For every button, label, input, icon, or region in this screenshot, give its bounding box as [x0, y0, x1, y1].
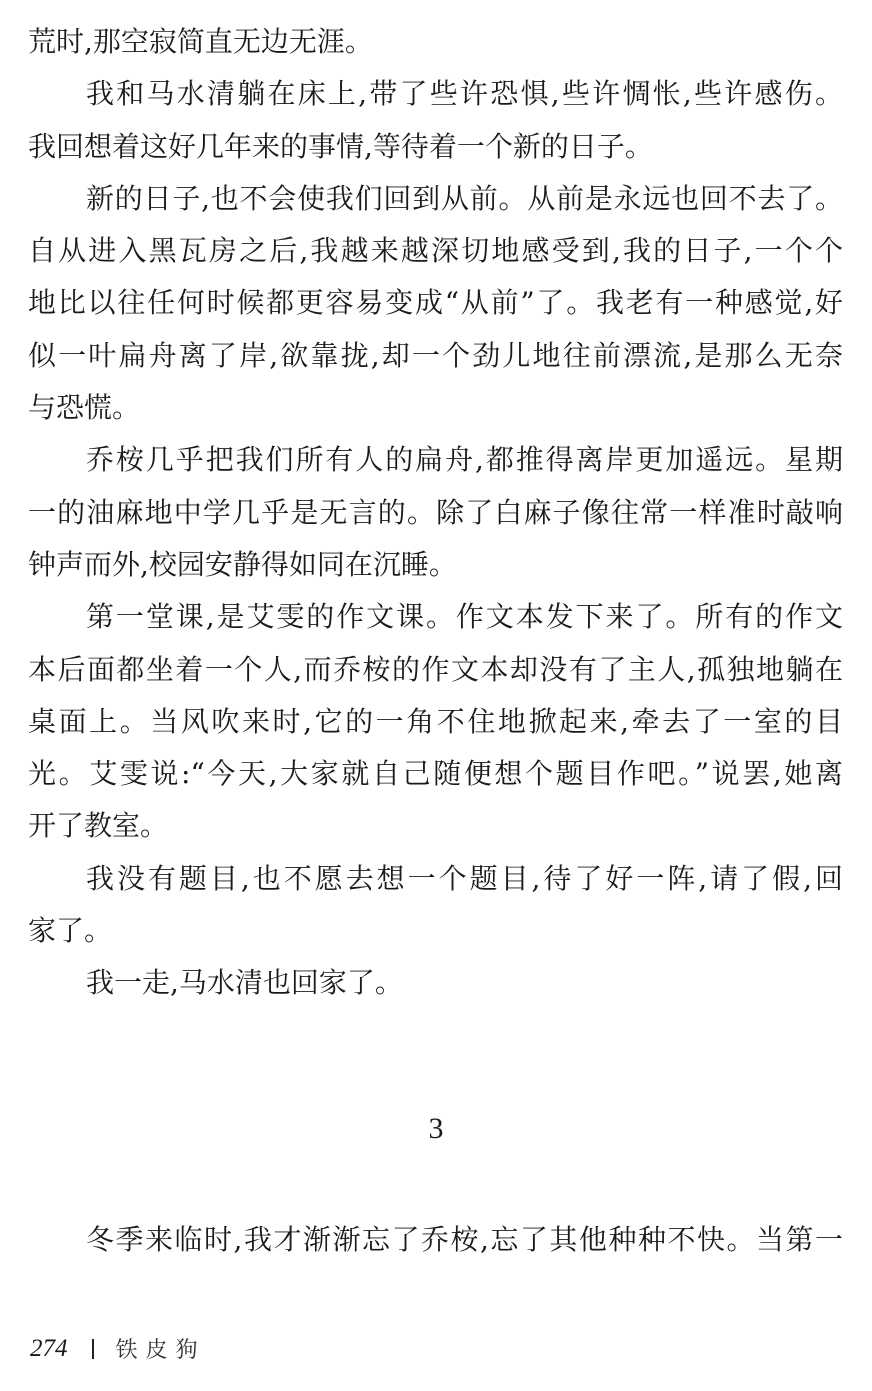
text-line: 一的油麻地中学几乎是无言的。除了白麻子像往常一样准时敲响: [28, 495, 843, 529]
body-text-after-section: [28, 1214, 843, 1266]
text-line: 钟声而外,校园安静得如同在沉睡。: [28, 547, 457, 581]
text-line: 桌面上。当风吹来时,它的一角不住地掀起来,牵去了一室的目: [28, 704, 843, 738]
section-number: 3: [428, 1112, 444, 1145]
text-line: 我没有题目,也不愿去想一个题目,待了好一阵,请了假,回: [86, 861, 843, 895]
book-title: 铁皮狗: [115, 1338, 206, 1363]
text-line: 荒时,那空寂简直无边无涯。: [28, 25, 373, 58]
text-line: 乔桉几乎把我们所有人的扁舟,都推得离岸更加遥远。星期: [86, 443, 843, 477]
text-line: 我回想着这好几年来的事情,等待着一个新的日子。: [28, 129, 653, 163]
text-line: 家了。: [28, 914, 113, 948]
text-line: 地比以往任何时候都更容易变成“从前”了。我老有一种感觉,好: [28, 286, 843, 320]
text-line: 似一叶扁舟离了岸,欲靠拢,却一个劲儿地往前漂流,是那么无奈: [28, 338, 843, 372]
text-line: 与恐慌。: [28, 391, 141, 425]
text-line: 新的日子,也不会使我们回到从前。从前是永远也回不去了。: [86, 181, 843, 215]
text-line: 自从进入黑瓦房之后,我越来越深切地感受到,我的日子,一个个: [28, 234, 843, 268]
text-line: 我一走,马水清也回家了。: [86, 966, 403, 1000]
text-line: 冬季来临时,我才渐渐忘了乔桉,忘了其他种种不快。当第一: [86, 1223, 843, 1256]
text-line: 开了教室。: [28, 809, 169, 843]
text-line: 我和马水清躺在床上,带了些许恐惧,些许惆怅,些许感伤。: [86, 77, 843, 111]
text-line: 第一堂课,是艾雯的作文课。作文本发下来了。所有的作文: [86, 600, 843, 634]
body-text: [28, 16, 843, 1010]
text-line: 本后面都坐着一个人,而乔桉的作文本却没有了主人,孤独地躺在: [28, 652, 843, 686]
page-number: 274: [30, 1334, 68, 1362]
page-footer: [30, 1333, 206, 1364]
footer-divider: [92, 1339, 94, 1359]
text-line: 光。艾雯说:“今天,大家就自己随便想个题目作吧。”说罢,她离: [28, 757, 843, 791]
